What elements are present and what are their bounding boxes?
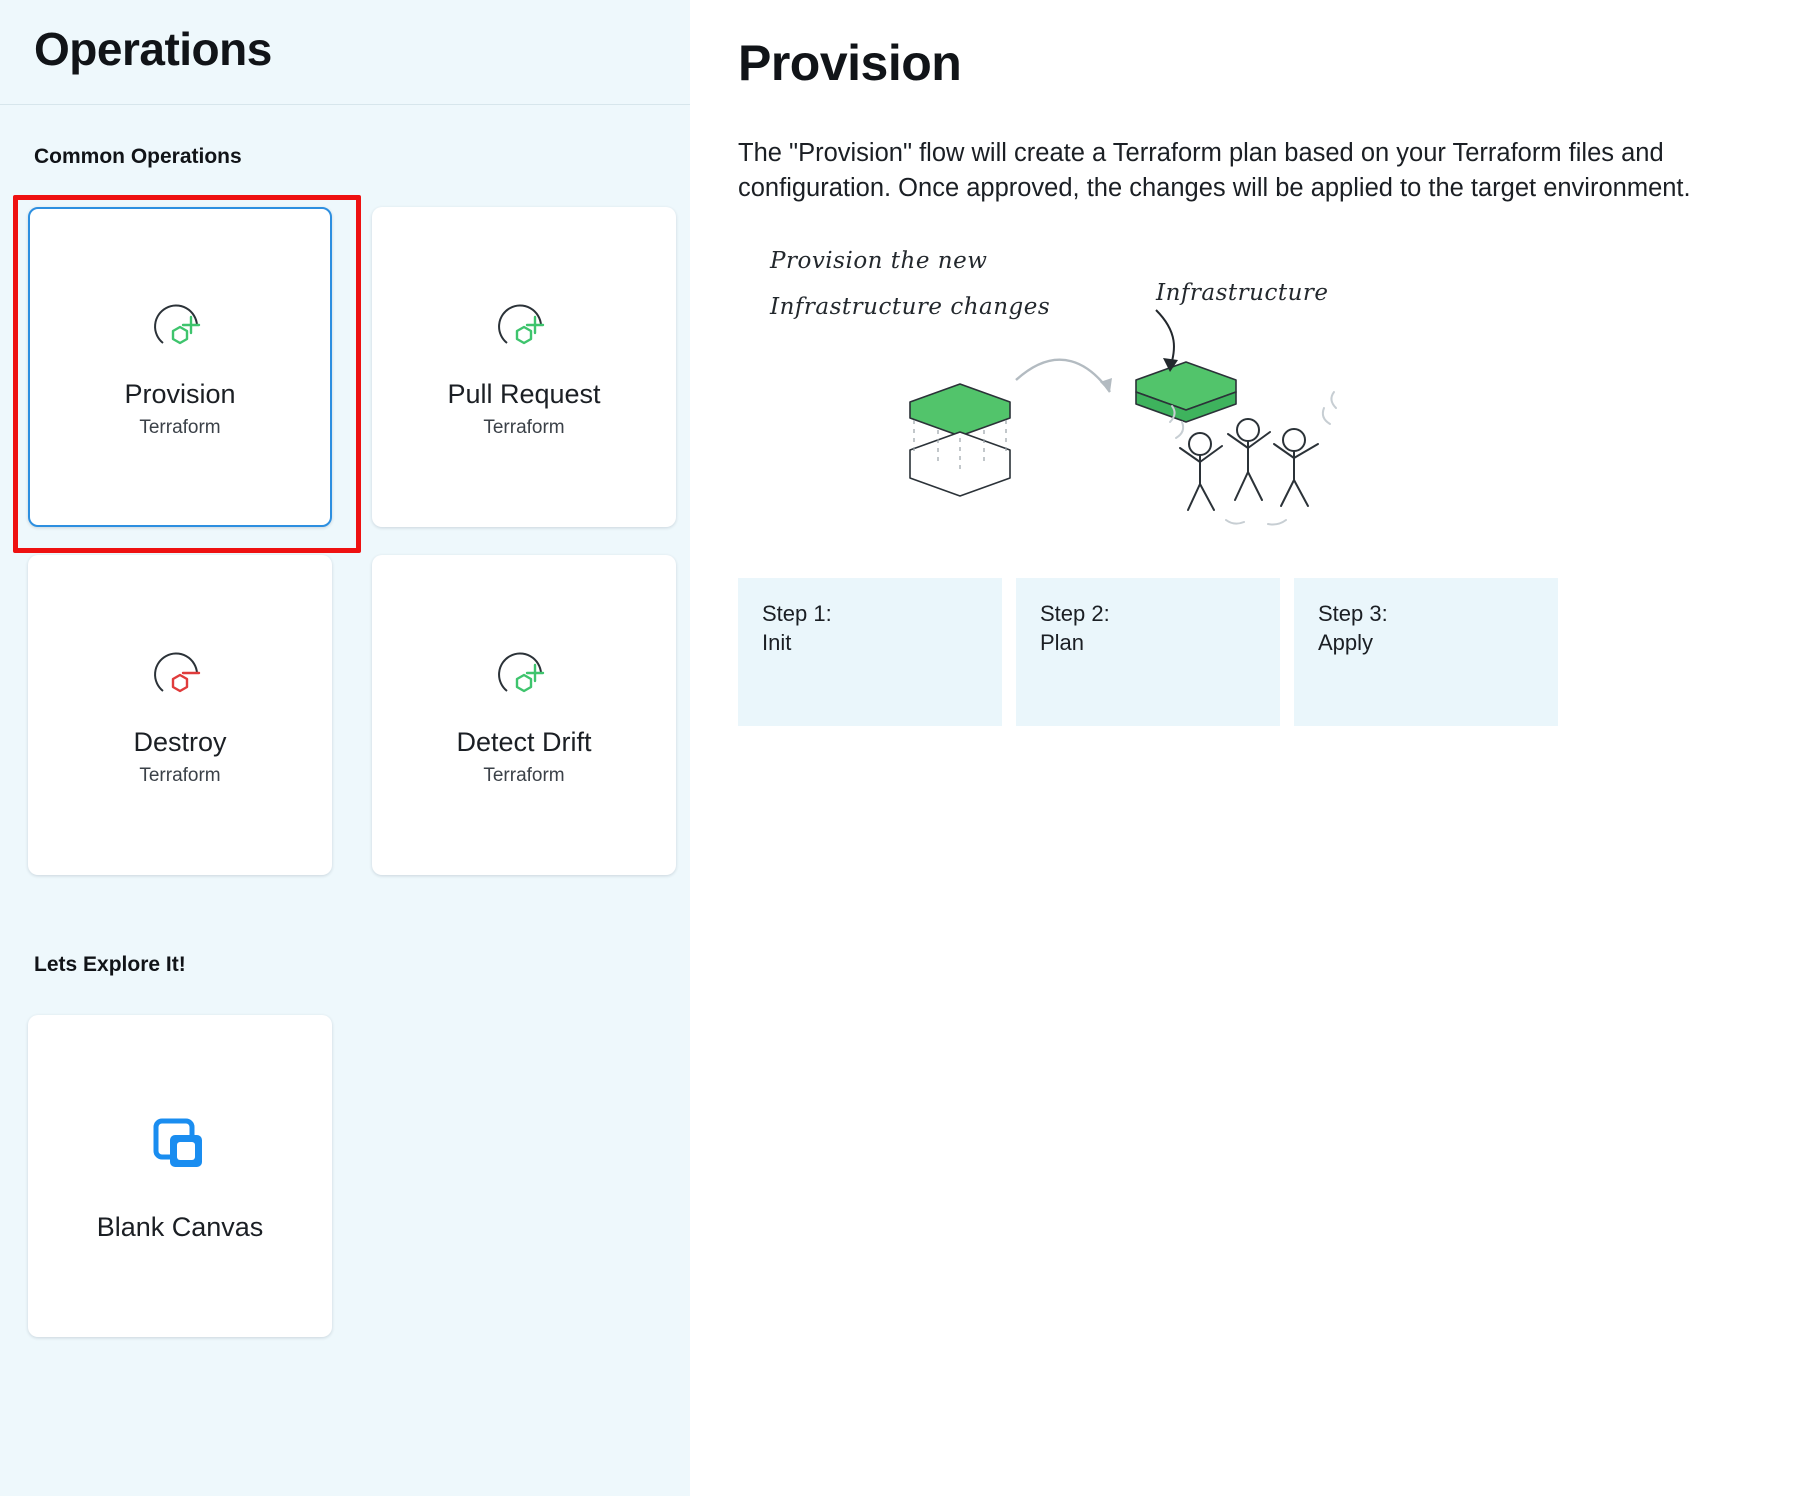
page-title: Operations <box>34 23 272 75</box>
lets-explore-label: Lets Explore It! <box>34 953 186 976</box>
operation-card-provision[interactable] <box>28 207 332 527</box>
common-operations-label: Common Operations <box>34 145 242 168</box>
plus-hexagon-green-icon <box>143 295 217 369</box>
operation-name: Pull Request <box>447 379 601 409</box>
step-label: Step 1: <box>762 601 832 627</box>
plus-hexagon-green-icon <box>487 295 561 369</box>
step-value: Plan <box>1040 629 1085 655</box>
step-card-1 <box>738 578 1002 726</box>
operation-subtitle: Terraform <box>139 417 221 438</box>
layers-square-blue-icon <box>144 1109 216 1186</box>
step-label: Step 3: <box>1318 601 1388 627</box>
steps-row <box>738 578 1760 726</box>
operations-grid <box>0 169 690 875</box>
operation-subtitle: Terraform <box>139 765 221 786</box>
step-value: Apply <box>1318 629 1374 655</box>
operation-card-destroy[interactable] <box>28 555 332 875</box>
step-label: Step 2: <box>1040 601 1110 627</box>
operation-subtitle: Terraform <box>483 765 565 786</box>
blank-canvas-card[interactable] <box>28 1015 332 1337</box>
step-card-2 <box>1016 578 1280 726</box>
operation-card-pull-request[interactable] <box>372 207 676 527</box>
detail-panel <box>690 0 1800 1496</box>
operation-card-detect-drift[interactable] <box>372 555 676 875</box>
provision-illustration <box>738 232 1578 562</box>
sidebar <box>0 0 690 1496</box>
blank-canvas-label: Blank Canvas <box>96 1212 264 1242</box>
illustration-caption-line1: Provision the new <box>770 248 988 275</box>
plus-hexagon-green-icon <box>487 643 561 717</box>
detail-description: The "Provision" flow will create a Terraform plan based on your Terraform files and configuration. Once approved, the changes will be applied to the target environment. <box>738 139 1691 203</box>
operation-name: Destroy <box>133 727 227 757</box>
step-card-3 <box>1294 578 1558 726</box>
illustration-caption-line2: Infrastructure changes <box>770 294 1051 321</box>
step-value: Init <box>762 629 792 655</box>
illustration-drawing <box>738 232 1578 562</box>
operation-name: Provision <box>124 379 236 409</box>
illustration-caption-right: Infrastructure <box>1156 280 1329 307</box>
detail-title: Provision <box>738 35 962 91</box>
minus-hexagon-red-icon <box>143 643 217 717</box>
operation-subtitle: Terraform <box>483 417 565 438</box>
operation-name: Detect Drift <box>456 727 592 757</box>
